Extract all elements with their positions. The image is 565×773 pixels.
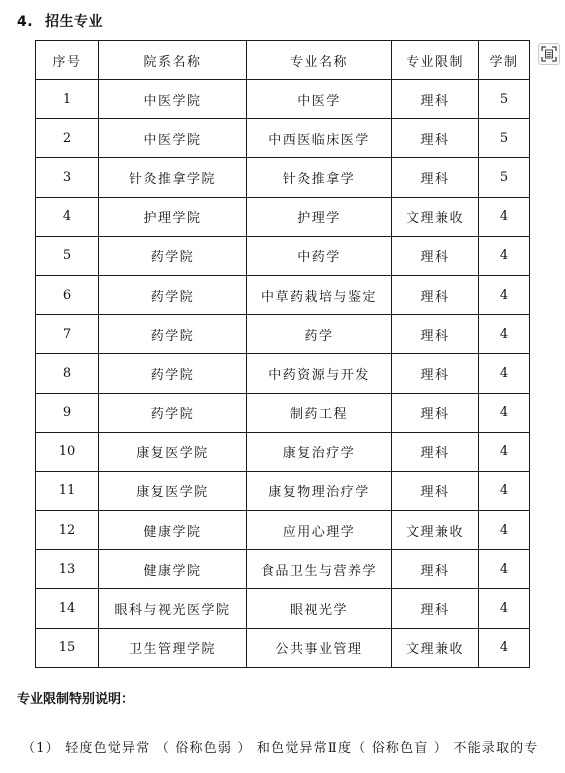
cell-major: 食品卫生与营养学 xyxy=(247,550,392,589)
cell-major: 康复物理治疗学 xyxy=(247,471,392,510)
cell-major: 中药学 xyxy=(247,236,392,275)
cell-index: 10 xyxy=(36,432,99,471)
cell-department: 康复医学院 xyxy=(99,471,247,510)
cell-major: 中药资源与开发 xyxy=(247,354,392,393)
table-row xyxy=(36,236,530,275)
cell-restriction: 理科 xyxy=(392,471,479,510)
cell-restriction: 理科 xyxy=(392,589,479,628)
restriction-note-1: （1） 轻度色觉异常 （ 俗称色弱 ） 和色觉异常Ⅱ度（ 俗称色盲 ） 不能录取的专 xyxy=(22,741,539,756)
section-heading xyxy=(17,11,103,31)
header-major: 专业名称 xyxy=(247,41,392,80)
cell-major: 眼视光学 xyxy=(247,589,392,628)
cell-restriction: 理科 xyxy=(392,550,479,589)
section-number: 4. xyxy=(17,14,34,30)
cell-index: 7 xyxy=(36,315,99,354)
table-row xyxy=(36,275,530,314)
cell-duration: 4 xyxy=(479,275,530,314)
cell-major: 中医学 xyxy=(247,80,392,119)
cell-department: 药学院 xyxy=(99,275,247,314)
table-row xyxy=(36,511,530,550)
table-row xyxy=(36,80,530,119)
header-restriction: 专业限制 xyxy=(392,41,479,80)
cell-duration: 4 xyxy=(479,236,530,275)
cell-department: 护理学院 xyxy=(99,197,247,236)
cell-duration: 4 xyxy=(479,471,530,510)
cell-restriction: 文理兼收 xyxy=(392,197,479,236)
cell-department: 中医学院 xyxy=(99,80,247,119)
cell-major: 康复治疗学 xyxy=(247,432,392,471)
cell-department: 眼科与视光医学院 xyxy=(99,589,247,628)
cell-index: 9 xyxy=(36,393,99,432)
cell-department: 中医学院 xyxy=(99,119,247,158)
table-row xyxy=(36,354,530,393)
cell-duration: 4 xyxy=(479,432,530,471)
cell-major: 针灸推拿学 xyxy=(247,158,392,197)
cell-duration: 4 xyxy=(479,589,530,628)
cell-restriction: 理科 xyxy=(392,432,479,471)
cell-major: 中草药栽培与鉴定 xyxy=(247,275,392,314)
cell-index: 13 xyxy=(36,550,99,589)
cell-department: 药学院 xyxy=(99,315,247,354)
cell-index: 3 xyxy=(36,158,99,197)
cell-restriction: 理科 xyxy=(392,275,479,314)
cell-restriction: 理科 xyxy=(392,393,479,432)
cell-duration: 4 xyxy=(479,197,530,236)
cell-major: 制药工程 xyxy=(247,393,392,432)
cell-department: 健康学院 xyxy=(99,550,247,589)
cell-restriction: 理科 xyxy=(392,236,479,275)
cell-duration: 4 xyxy=(479,315,530,354)
cell-department: 卫生管理学院 xyxy=(99,628,247,667)
header-duration: 学制 xyxy=(479,41,530,80)
cell-index: 11 xyxy=(36,471,99,510)
cell-major: 药学 xyxy=(247,315,392,354)
cell-duration: 4 xyxy=(479,354,530,393)
table-row xyxy=(36,628,530,667)
cell-restriction: 文理兼收 xyxy=(392,511,479,550)
table-row xyxy=(36,158,530,197)
table-row xyxy=(36,393,530,432)
table-row xyxy=(36,197,530,236)
majors-table xyxy=(35,40,530,668)
cell-restriction: 理科 xyxy=(392,354,479,393)
cell-restriction: 理科 xyxy=(392,158,479,197)
table-row xyxy=(36,432,530,471)
header-department: 院系名称 xyxy=(99,41,247,80)
cell-department: 药学院 xyxy=(99,393,247,432)
restriction-notes-heading: 专业限制特别说明： xyxy=(17,692,135,707)
cell-restriction: 文理兼收 xyxy=(392,628,479,667)
majors-table-body xyxy=(36,80,530,668)
table-header-row xyxy=(36,41,530,80)
cell-duration: 4 xyxy=(479,550,530,589)
cell-duration: 5 xyxy=(479,80,530,119)
cell-duration: 4 xyxy=(479,511,530,550)
cell-duration: 5 xyxy=(479,119,530,158)
table-row xyxy=(36,550,530,589)
cell-index: 15 xyxy=(36,628,99,667)
cell-restriction: 理科 xyxy=(392,119,479,158)
cell-index: 5 xyxy=(36,236,99,275)
cell-department: 康复医学院 xyxy=(99,432,247,471)
scan-frame-icon[interactable] xyxy=(538,43,560,65)
table-row xyxy=(36,589,530,628)
cell-index: 4 xyxy=(36,197,99,236)
table-row xyxy=(36,315,530,354)
section-title: 招生专业 xyxy=(45,14,104,30)
cell-major: 应用心理学 xyxy=(247,511,392,550)
cell-restriction: 理科 xyxy=(392,315,479,354)
cell-major: 公共事业管理 xyxy=(247,628,392,667)
cell-index: 6 xyxy=(36,275,99,314)
header-index: 序号 xyxy=(36,41,99,80)
table-row xyxy=(36,119,530,158)
cell-department: 药学院 xyxy=(99,236,247,275)
cell-department: 针灸推拿学院 xyxy=(99,158,247,197)
cell-duration: 4 xyxy=(479,393,530,432)
cell-index: 8 xyxy=(36,354,99,393)
cell-department: 药学院 xyxy=(99,354,247,393)
table-row xyxy=(36,471,530,510)
cell-major: 中西医临床医学 xyxy=(247,119,392,158)
cell-department: 健康学院 xyxy=(99,511,247,550)
cell-major: 护理学 xyxy=(247,197,392,236)
cell-index: 12 xyxy=(36,511,99,550)
cell-index: 2 xyxy=(36,119,99,158)
cell-index: 1 xyxy=(36,80,99,119)
cell-duration: 4 xyxy=(479,628,530,667)
cell-restriction: 理科 xyxy=(392,80,479,119)
cell-duration: 5 xyxy=(479,158,530,197)
scan-frame-glyph xyxy=(541,46,557,62)
cell-index: 14 xyxy=(36,589,99,628)
